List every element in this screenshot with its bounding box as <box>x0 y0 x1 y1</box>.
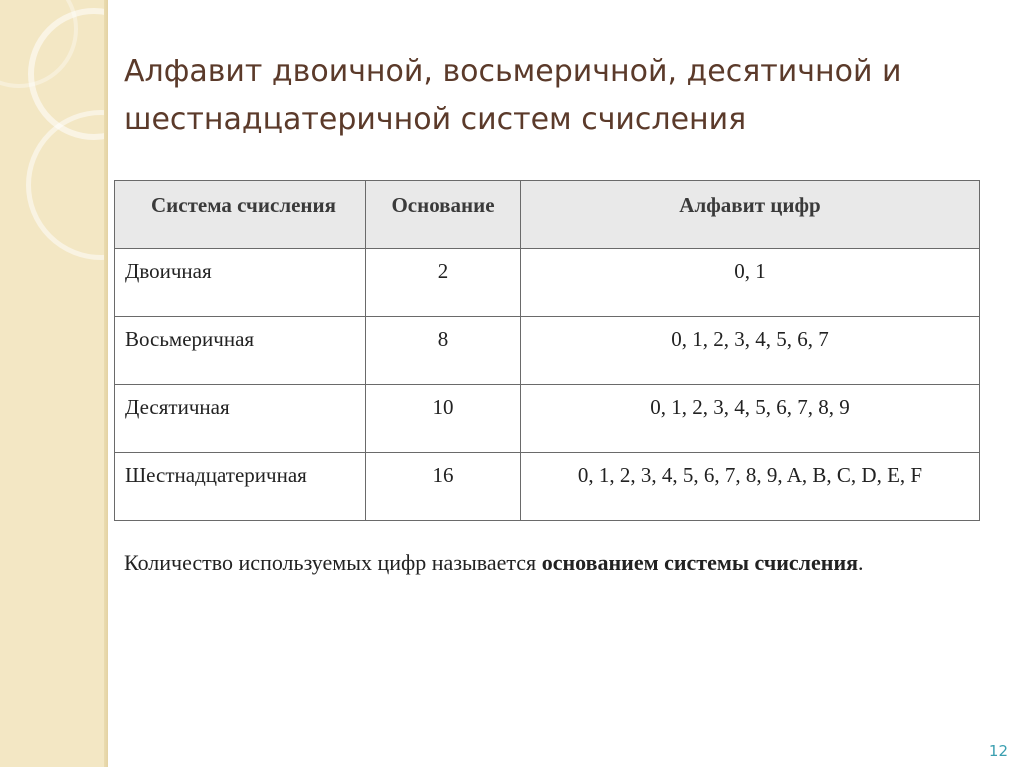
cell-digits: 0, 1, 2, 3, 4, 5, 6, 7, 8, 9 <box>521 385 980 453</box>
cell-base: 10 <box>366 385 521 453</box>
decorative-side-band <box>0 0 108 767</box>
cell-digits: 0, 1, 2, 3, 4, 5, 6, 7 <box>521 317 980 385</box>
note-text: Количество используемых цифр называется <box>124 550 542 575</box>
cell-system-name: Шестнадцатеричная <box>115 453 366 521</box>
table-row <box>115 317 980 385</box>
number-systems-table <box>114 180 980 521</box>
slide-title-line-1: Алфавит двоичной, восьмеричной, десятичной и <box>124 54 902 89</box>
cell-base: 16 <box>366 453 521 521</box>
table-row <box>115 385 980 453</box>
cell-system-name: Двоичная <box>115 249 366 317</box>
cell-system-name: Десятичная <box>115 385 366 453</box>
definition-note <box>124 544 959 582</box>
band-edge <box>104 0 108 767</box>
cell-system-name: Восьмеричная <box>115 317 366 385</box>
header-base: Основание <box>366 181 521 249</box>
cell-digits: 0, 1 <box>521 249 980 317</box>
cell-base: 8 <box>366 317 521 385</box>
decorative-ring <box>26 110 108 260</box>
header-system: Система счисления <box>115 181 366 249</box>
slide-title <box>124 48 984 144</box>
slide-page-number: 12 <box>988 742 1008 760</box>
cell-base: 2 <box>366 249 521 317</box>
note-bold-term: основанием системы счисления <box>541 550 859 575</box>
cell-digits: 0, 1, 2, 3, 4, 5, 6, 7, 8, 9, A, B, C, D, E, F <box>521 453 980 521</box>
header-alphabet: Алфавит цифр <box>521 181 980 249</box>
slide-title-line-2: шестнадцатеричной систем счисления <box>124 102 747 137</box>
table-header-row <box>115 181 980 249</box>
table-row <box>115 453 980 521</box>
table-row <box>115 249 980 317</box>
note-end: . <box>858 550 864 575</box>
